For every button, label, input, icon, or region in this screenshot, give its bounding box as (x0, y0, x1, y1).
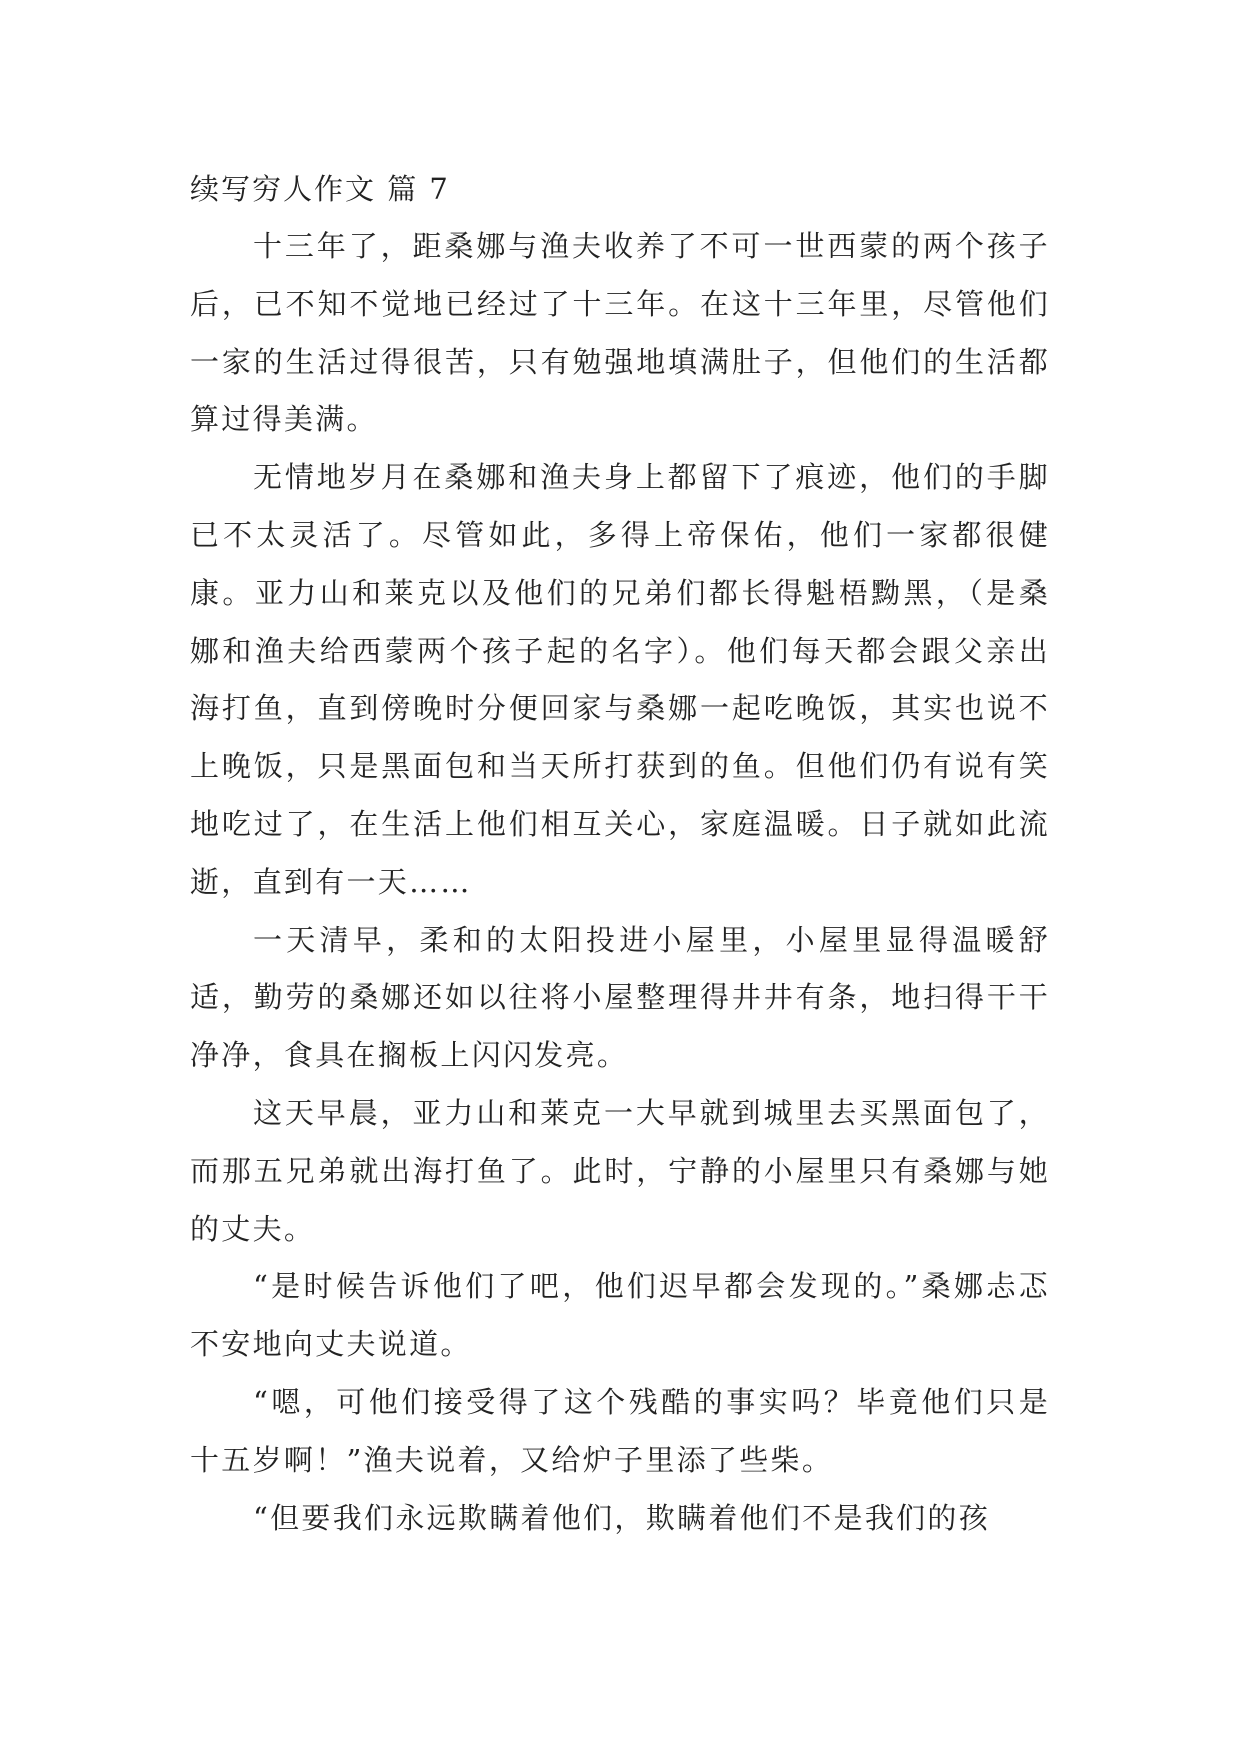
paragraph: “嗯，可他们接受得了这个残酷的事实吗？毕竟他们只是十五岁啊！”渔夫说着，又给炉子里添了些柴。 (190, 1384, 1050, 1477)
paragraph: “是时候告诉他们了吧，他们迟早都会发现的。”桑娜忐忑不安地向丈夫说道。 (190, 1269, 1050, 1362)
paragraph: 一天清早，柔和的太阳投进小屋里，小屋里显得温暖舒适，勤劳的桑娜还如以往将小屋整理得井井有条，地扫得干干净净，食具在搁板上闪闪发亮。 (190, 922, 1050, 1073)
paragraph: 这天早晨，亚力山和莱克一大早就到城里去买黑面包了，而那五兄弟就出海打鱼了。此时，宁静的小屋里只有桑娜与她的丈夫。 (190, 1095, 1050, 1246)
paragraph: “但要我们永远欺瞒着他们，欺瞒着他们不是我们的孩 (253, 1500, 991, 1535)
paragraph: 十三年了，距桑娜与渔夫收养了不可一世西蒙的两个孩子后，已不知不觉地已经过了十三年。在这十三年里，尽管他们一家的生活过得很苦，只有勉强地填满肚子，但他们的生活都算过得美满。 (190, 229, 1050, 437)
paragraph: 无情地岁月在桑娜和渔夫身上都留下了痕迹，他们的手脚已不太灵活了。尽管如此，多得上帝保佑，他们一家都很健康。亚力山和莱克以及他们的兄弟们都长得魁梧黝黑，（是桑娜和渔夫给西蒙两个孩子起的名字）。他们每天都会跟父亲出海打鱼，直到傍晚时分便回家与桑娜一起吃晚饭，其实也说不上晚饭，只是黑面包和当天所打获到的鱼。但他们仍有说有笑地吃过了，在生活上他们相互关心，家庭温暖。日子就如此流逝，直到有一天…… (190, 460, 1050, 899)
document-body (190, 160, 1050, 1547)
document-title: 续写穷人作文 篇 7 (190, 172, 450, 206)
